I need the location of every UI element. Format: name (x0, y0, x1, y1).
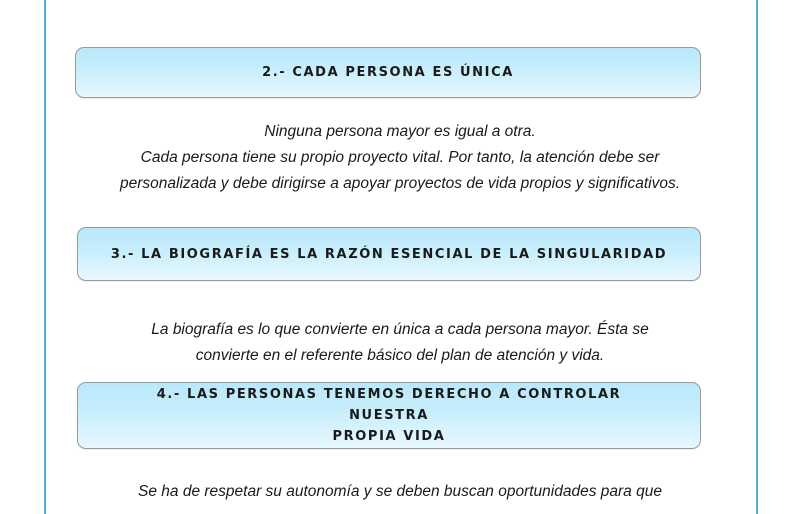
section-heading-3 (77, 227, 701, 281)
paragraph-line: La biografía es lo que convierte en única a cada persona mayor. Ésta se (151, 321, 649, 338)
paragraph-line: Cada persona tiene su propio proyecto vital. Por tanto, la atención debe ser (140, 149, 660, 166)
heading-line: PROPIA VIDA (332, 429, 446, 444)
section-heading-2-text: 2.- CADA PERSONA ES ÚNICA (262, 65, 514, 80)
paragraph-line: convierte en el referente básico del plan de atención y vida. (195, 347, 605, 364)
section-heading-4 (77, 382, 701, 449)
section-paragraph-2 (0, 119, 800, 197)
section-paragraph-4 (0, 479, 800, 505)
section-paragraph-3 (0, 317, 800, 369)
paragraph-line: Se ha de respetar su autonomía y se deben buscan oportunidades para que (138, 483, 662, 500)
paragraph-line: personalizada y debe dirigirse a apoyar proyectos de vida propios y significativos. (119, 175, 681, 192)
section-heading-3-text: 3.- LA BIOGRAFÍA ES LA RAZÓN ESENCIAL DE LA SINGULARIDAD (110, 246, 668, 262)
section-heading-2 (75, 47, 701, 98)
paragraph-line: Ninguna persona mayor es igual a otra. (264, 123, 536, 140)
heading-line: 4.- LAS PERSONAS TENEMOS DERECHO A CONTROLAR NUESTRA (156, 387, 622, 423)
section-heading-4-text (118, 384, 660, 447)
